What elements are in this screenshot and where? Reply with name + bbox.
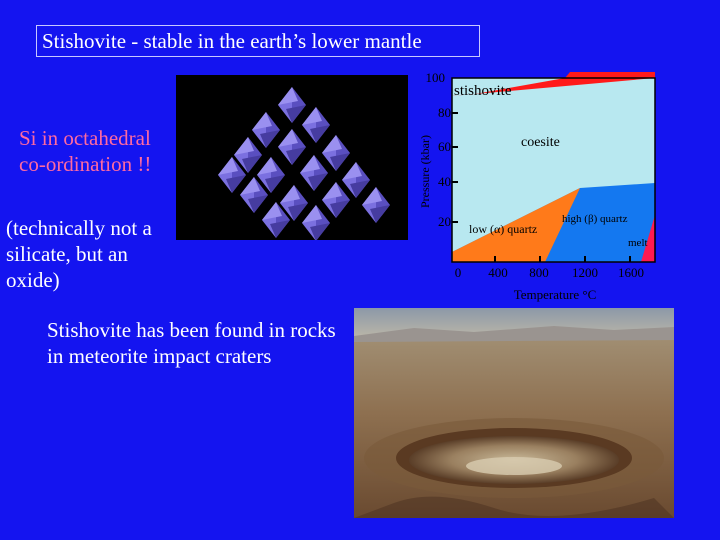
y-tick-label: 20	[438, 214, 451, 229]
low-quartz-label: low (α) quartz	[469, 222, 538, 236]
octahedra-cluster-graphic	[176, 75, 408, 240]
x-axis-label: Temperature °C	[513, 287, 597, 302]
phase-diagram-svg	[405, 70, 665, 310]
oxide-note: (technically not a silicate, but an oxide)	[6, 216, 152, 292]
crystal-structure-image	[176, 75, 408, 240]
silica-phase-diagram	[405, 70, 665, 310]
y-tick-label: 40	[438, 174, 451, 189]
y-axis-label: Pressure (kbar)	[418, 135, 432, 208]
x-tick-label: 800	[529, 265, 549, 280]
y-tick-label: 60	[438, 139, 451, 154]
x-tick-label: 1200	[572, 265, 598, 280]
melt-label: melt	[628, 237, 648, 249]
stishovite-field-upper	[565, 72, 655, 78]
y-tick-label: 100	[425, 70, 445, 85]
y-tick-label: 80	[438, 105, 451, 120]
stishovite-label: stishovite	[454, 83, 512, 99]
octahedral-note: Si in octahedral co-ordination !!	[19, 126, 152, 176]
x-tick-label: 400	[488, 265, 508, 280]
crater-landscape-graphic	[354, 308, 674, 518]
high-quartz-label: high (β) quartz	[562, 213, 628, 225]
slide-title: Stishovite - stable in the earth’s lower mantle	[36, 25, 480, 57]
meteor-crater-photo	[354, 308, 674, 518]
coesite-label: coesite	[521, 135, 560, 150]
x-origin-label: 0	[454, 265, 462, 280]
x-tick-label: 1600	[618, 265, 644, 280]
impact-note: Stishovite has been found in rocks in meteorite impact craters	[47, 318, 336, 368]
